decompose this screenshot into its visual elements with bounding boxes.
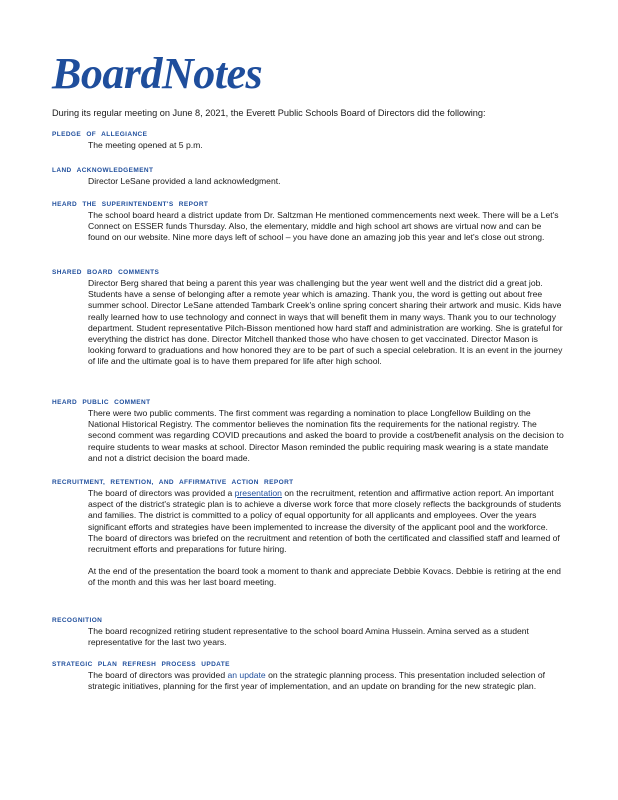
section-recognition <box>52 616 572 648</box>
intro-text: During its regular meeting on June 8, 2021, the Everett Public Schools Board of Directors did the following: <box>52 108 486 118</box>
section-body: The meeting opened at 5 p.m. <box>88 140 203 150</box>
section-land-acknowledgement <box>52 166 572 187</box>
section-body-second: At the end of the presentation the board took a moment to thank and appreciate Debbie Kovacs. Debbie is retiring at the end of the month and this was her last board meeting. <box>88 566 561 588</box>
section-body: The school board heard a district update from Dr. Saltzman He mentioned commencements next week. There will be a Let's Connect on ESSER funds Thursday. Also, the elementary, middle and high school art shows are virtual now and can be found on our website. Nine more days left of school – you have done an amazing job this year and let's close out strong. <box>88 210 559 243</box>
update-link[interactable]: an update <box>227 670 266 680</box>
section-superintendent-report <box>52 200 572 244</box>
section-heading: SHARED BOARD COMMENTS <box>52 269 160 276</box>
section-heading: LAND ACKNOWLEDGEMENT <box>52 167 154 174</box>
section-heading: RECOGNITION <box>52 617 103 624</box>
section-body: Director LeSane provided a land acknowledgment. <box>88 176 281 186</box>
section-public-comment <box>52 398 572 464</box>
section-heading: HEARD PUBLIC COMMENT <box>52 399 151 406</box>
masthead-title: BoardNotes <box>52 49 263 98</box>
presentation-link[interactable]: presentation <box>234 488 282 498</box>
section-recruitment-report <box>52 478 572 589</box>
section-heading: STRATEGIC PLAN REFRESH PROCESS UPDATE <box>52 661 230 668</box>
section-body: Director Berg shared that being a parent this year was challenging but the year went well and the district did a great job. Students have a sense of belonging after a remote year which is amazing. Thank you, the word is getting out about free summer school. Director LeSane attended Tambark Creek's online spring concert sharing their artwork and music. Kids have really learned how to use technology and connect in ways that will benefit them in many ways. Thank you to our technology department. Student representative Pilch-Bisson mentioned how hard staff and administration are working. She is grateful for everything the district has done. Director Mitchell thanked those who have chosen to get vaccinated. Director Mason is looking forward to graduations and how honored they are to be part of such a special celebration. It is an event in the journey of life and the ultimate goal is to have them prepared for life after high school. <box>88 278 563 367</box>
section-strategic-plan <box>52 660 572 692</box>
section-heading: PLEDGE OF ALLEGIANCE <box>52 131 148 138</box>
section-body: The board of directors was provided a presentation on the recruitment, retention and affirmative action report. An important aspect of the district's strategic plan is to achieve a diverse work force that more closely reflects the backgrounds of students and families. The district is committed to a policy of equal opportunity for all applicants and employees. Over the years significant efforts and strategies have been implemented to increase the diversity of the applicant pool and the workforce. The board of directors was briefed on the recruitment and retention of both the certificated and classified staff and learned of recruitment efforts and preparations for future hiring. <box>88 488 562 555</box>
section-board-comments <box>52 268 572 368</box>
section-heading: RECRUITMENT, RETENTION, AND AFFIRMATIVE ACTION REPORT <box>52 479 294 486</box>
section-body: The board recognized retiring student representative to the school board Amina Hussein. Amina served as a student representative for the last two years. <box>88 626 529 648</box>
section-pledge <box>52 130 572 151</box>
section-heading: HEARD THE SUPERINTENDENT'S REPORT <box>52 201 209 208</box>
section-body: There were two public comments. The first comment was regarding a nomination to place Longfellow Building on the National Historical Registry. The commentor believes the nomination fits the requirements for the national registry. The second comment was regarding COVID precautions and asked the board to provide a cost/benefit analysis on the decision to require students to wear masks at school. Director Mason reminded the public requiring mask wearing is a state mandate and not a district decision the board made. <box>88 408 564 463</box>
section-body: The board of directors was provided an update on the strategic planning process. This presentation included selection of strategic initiatives, planning for the first year of implementation, and an update on branding for the new strategic plan. <box>88 670 546 692</box>
